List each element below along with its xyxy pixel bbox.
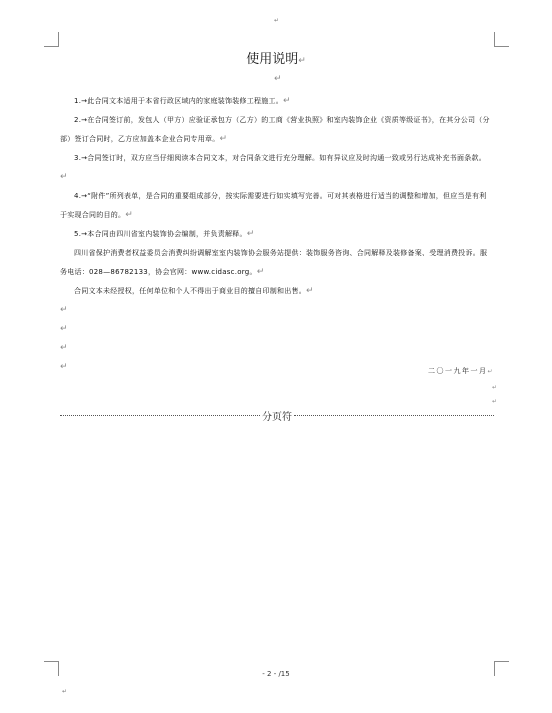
page-break-label: 分页符 xyxy=(262,411,292,423)
crop-mark-top-left xyxy=(44,32,59,47)
empty-paragraph: ↵ xyxy=(60,305,68,315)
page-number: - 2 - /15 xyxy=(262,670,290,678)
crop-mark-top-right xyxy=(494,32,509,47)
empty-paragraph: ↵ xyxy=(60,362,68,372)
page-break[interactable] xyxy=(60,408,494,422)
header-paragraph-mark: ↵ xyxy=(274,17,280,24)
paragraph-2: 2.→在合同签订前，发包人（甲方）应验证承包方（乙方）的工商《营业执照》和室内装饰企业《资质等级证书》，在其分公司（分部）签订合同时，乙方应加盖本企业合同专用章。↵ xyxy=(60,116,490,144)
paragraph-7: 合同文本未经授权，任何单位和个人不得出于商业目的擅自印制和出售。↵ xyxy=(74,286,314,296)
paragraph-mark-icon: ↵ xyxy=(298,56,306,66)
title-text: 使用说明 xyxy=(246,52,299,67)
page-break-dotted-line xyxy=(60,415,260,416)
empty-paragraph-mark: ↵ xyxy=(274,74,282,84)
empty-paragraph-mark: ↵ xyxy=(492,384,498,391)
paragraph-4: 4.→“附件”所列表单，是合同的重要组成部分，按实际需要进行如实填写完善。可对其表格进行适当的调整和增加，但应当是有利于实现合同的目的。↵ xyxy=(60,192,487,220)
document-date: 二〇一九年一月↵ xyxy=(427,367,494,375)
paragraph-3: 3.→合同签订时，双方应当仔细阅读本合同文本，对合同条文进行充分理解。如有异议应及时沟通一致或另行达成补充书面条款。↵ xyxy=(60,154,487,182)
paragraph-5: 5.→本合同由四川省室内装饰协会编制，并负责解释。↵ xyxy=(74,229,255,239)
empty-paragraph: ↵ xyxy=(60,324,68,334)
paragraph-6: 四川省保护消费者权益委员会消费纠纷调解室室内装饰协会服务站提供：装饰服务咨询、合同解释及装修备案、受理消费投诉。服务电话：028—86782133，协会官网：www.cidasc.org。↵ xyxy=(60,249,488,277)
empty-paragraph: ↵ xyxy=(60,343,68,353)
document-body[interactable] xyxy=(60,92,492,377)
empty-paragraph-mark: ↵ xyxy=(492,398,498,405)
paragraph-1: 1.→此合同文本适用于本省行政区域内的家庭装饰装修工程施工。↵ xyxy=(74,96,291,106)
document-title[interactable] xyxy=(0,48,552,67)
footer-paragraph-mark: ↵ xyxy=(62,688,68,695)
page-break-dotted-line xyxy=(294,415,494,416)
